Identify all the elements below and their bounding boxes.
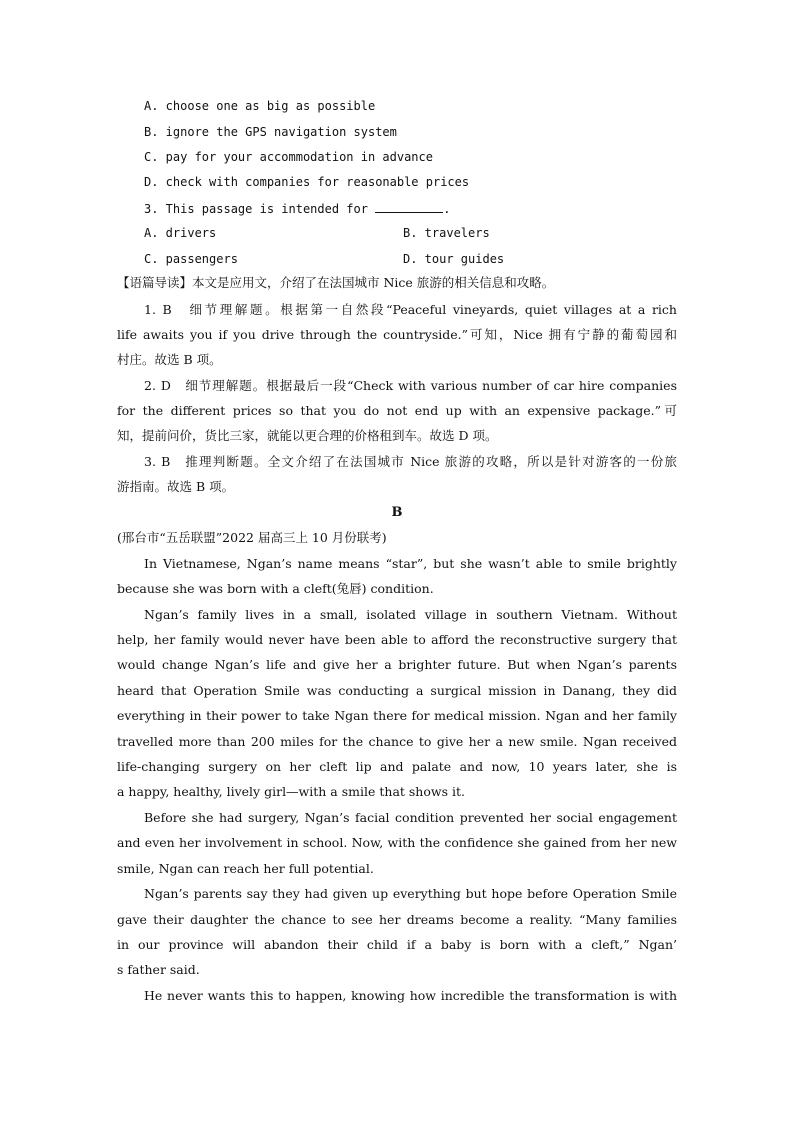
passage-p2-line-3: would change Ngan’s life and give her a brighter future. But when Ngan’s parents (117, 658, 677, 672)
passage-p2-line-6: travelled more than 200 miles for the chance to give her a new smile. Ngan received (117, 735, 677, 749)
q3-stem-end: . (443, 202, 451, 216)
passage-p4-line-3: in our province will abandon their child if a baby is born with a cleft,” Ngan’ (117, 938, 677, 952)
q3-option-b: B. travelers (403, 226, 490, 240)
passage-p5-line-1: He never wants this to happen, knowing how incredible the transformation is with (144, 989, 677, 1003)
passage-p2-line-8: a happy, healthy, lively girl—with a smile that shows it. (117, 785, 465, 799)
answer-2-line-2: for the different prices so that you do not end up with an expensive package.”可 (117, 404, 677, 418)
answer-blank (375, 201, 443, 213)
answer-1-line-1: 1. B 细节理解题。根据第一自然段“Peaceful vineyards, quiet villages at a rich (144, 303, 677, 317)
answer-2-line-3: 知，提前问价，货比三家，就能以更合理的价格租到车。故选 D 项。 (117, 429, 498, 443)
q2-option-d: D. check with companies for reasonable prices (144, 175, 470, 189)
passage-p4-line-2: gave their daughter the chance to see her dreams become a reality. “Many families (117, 913, 677, 927)
passage-p3-line-3: smile, Ngan can reach her full potential. (117, 862, 374, 876)
answer-3-line-1: 3. B 推理判断题。全文介绍了在法国城市 Nice 旅游的攻略，所以是针对游客的一份旅 (144, 455, 677, 469)
section-heading: B (391, 505, 403, 520)
passage-p2-line-4: heard that Operation Smile was conducting a surgical mission in Danang, they did (117, 684, 677, 698)
q2-option-c: C. pay for your accommodation in advance (144, 150, 433, 164)
guide-header: 【语篇导读】本文是应用文，介绍了在法国城市 Nice 旅游的相关信息和攻略。 (117, 276, 555, 290)
passage-p4-line-4: s father said. (117, 963, 200, 977)
passage-p2-line-1: Ngan’s family lives in a small, isolated village in southern Vietnam. Without (144, 608, 677, 622)
passage-p3-line-2: and even her involvement in school. Now, with the confidence she gained from her new (117, 836, 677, 850)
passage-p2-line-5: everything in their power to take Ngan there for medical mission. Ngan and her family (117, 709, 677, 723)
passage-p1-line-1: In Vietnamese, Ngan’s name means “star”, but she wasn’t able to smile brightly (144, 557, 677, 571)
passage-p4-line-1: Ngan’s parents say they had given up everything but hope before Operation Smile (144, 887, 677, 901)
passage-p3-line-1: Before she had surgery, Ngan’s facial condition prevented her social engagement (144, 811, 677, 825)
q3-option-d: D. tour guides (403, 252, 505, 266)
q3-stem-text: 3. This passage is intended for (144, 202, 376, 216)
answer-3-line-2: 游指南。故选 B 项。 (117, 480, 235, 494)
answer-1-line-3: 村庄。故选 B 项。 (117, 353, 222, 367)
answer-2-line-1: 2. D 细节理解题。根据最后一段“Check with various number of car hire companies (144, 379, 677, 393)
passage-p1-line-2: because she was born with a cleft(兔唇) condition. (117, 582, 434, 596)
q3-option-a: A. drivers (144, 226, 217, 240)
q2-option-b: B. ignore the GPS navigation system (144, 125, 397, 139)
passage-p2-line-7: life-changing surgery on her cleft lip and palate and now, 10 years later, she is (117, 760, 677, 774)
passage-source: (邢台市“五岳联盟”2022 届高三上 10 月份联考) (117, 531, 387, 545)
answer-1-line-2: life awaits you if you drive through the countryside.”可知，Nice 拥有宁静的葡萄园和 (117, 328, 677, 342)
q3-stem (144, 201, 704, 216)
q3-option-c: C. passengers (144, 252, 238, 266)
q2-option-a: A. choose one as big as possible (144, 99, 376, 113)
passage-p2-line-2: help, her family would never have been able to afford the reconstructive surgery that (117, 633, 677, 647)
